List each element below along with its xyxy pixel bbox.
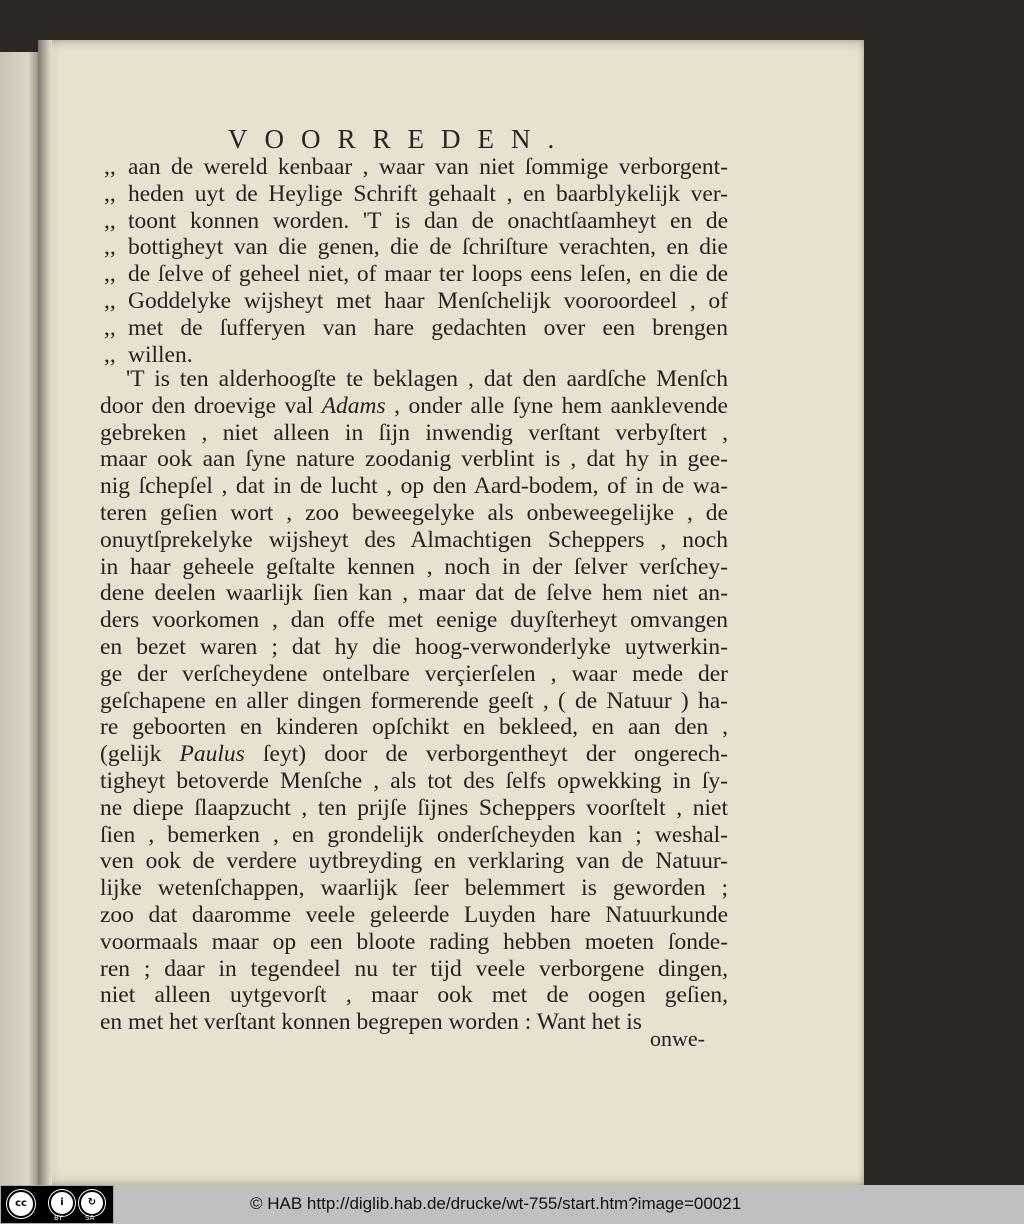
text-line <box>100 795 728 822</box>
text-segment: gebreken , niet alleen in ſijn inwendig verſtant verbyſtert , <box>100 419 728 446</box>
text-segment: voormaals maar op een bloote rading hebben moeten ſonde- <box>100 928 728 955</box>
text-line <box>100 473 728 500</box>
quote-mark: ,, <box>104 180 116 207</box>
quote-mark: ,, <box>104 261 116 288</box>
text-segment: tigheyt betoverde Menſche , als tot des ſelfs opwekking in ſy- <box>100 767 728 794</box>
body-paragraph <box>100 366 728 1036</box>
text-segment: niet alleen uytgevorſt , maar ook met de oogen geſien, <box>100 982 728 1009</box>
text-line <box>100 982 728 1009</box>
text-line <box>100 929 728 956</box>
quote-mark: ,, <box>104 314 116 341</box>
catchword: onwe- <box>650 1026 705 1051</box>
text-segment: maar ook aan ſyne nature zoodanig verblint is , dat hy in gee- <box>100 446 728 473</box>
text-line <box>100 634 728 661</box>
license-label-by: BY <box>54 1214 63 1222</box>
text-line <box>100 822 728 849</box>
text-segment: nig ſchepſel , dat in de lucht , op den Aard-bodem, of in de wa- <box>100 473 728 500</box>
text-segment: geſchapene en aller dingen formerende geeſt , ( de Natuur ) ha- <box>100 687 728 714</box>
text-segment: ven ook de verdere uytbreyding en verklaring van de Natuur- <box>100 848 728 875</box>
text-segment: heden uyt de Heylige Schrift gehaalt , en baarblykelijk ver- <box>128 180 728 207</box>
text-segment: zoo dat daaromme veele geleerde Luyden hare Natuurkunde <box>100 901 728 928</box>
text-line <box>100 688 728 715</box>
quote-mark: ,, <box>104 341 116 368</box>
text-segment: , onder alle ſyne hem aanklevende <box>385 392 728 419</box>
license-badge[interactable] <box>0 1185 114 1224</box>
text-segment: lijke wetenſchappen, waarlijk ſeer belemmert is geworden ; <box>100 875 728 902</box>
text-line <box>100 956 728 983</box>
text-line <box>100 714 728 741</box>
text-segment: de ſelve of geheel niet, of maar ter loops eens leſen, en die de <box>128 261 728 288</box>
text-line <box>104 342 728 369</box>
text-segment: dene deelen waarlijk ſien kan , maar dat de ſelve hem niet an- <box>100 580 728 607</box>
text-segment: ſien , bemerken , en grondelijk onderſcheyden kan ; weshal- <box>100 821 728 848</box>
text-line <box>100 768 728 795</box>
text-segment: met de ſufferyen van hare gedachten over een brengen <box>128 314 728 341</box>
text-segment: ſeyt) door de verborgentheyt der ongerech- <box>244 741 728 768</box>
text-line <box>100 366 728 393</box>
text-segment: ders voorkomen , dan offe met eenige duyſterheyt omvangen <box>100 607 728 634</box>
source-credit[interactable]: © HAB http://diglib.hab.de/drucke/wt-755/start.htm?image=00021 <box>250 1194 742 1213</box>
text-line <box>104 234 728 261</box>
text-segment: ne diepe ſlaapzucht , ten prijſe ſijnes Scheppers voorſtelt , niet <box>100 794 728 821</box>
quote-mark: ,, <box>104 154 116 180</box>
page-gutter <box>38 40 52 1185</box>
text-line <box>100 527 728 554</box>
text-segment: willen. <box>128 341 193 368</box>
text-line <box>100 446 728 473</box>
text-segment: teren geſien wort , zoo beweegelyke als onbeweegelijke , de <box>100 499 728 526</box>
text-segment: bottigheyt van die genen, die de ſchriſture verachten, en die <box>128 234 728 261</box>
text-segment: toont konnen worden. 'T is dan de onachtſaamheyt en de <box>128 207 728 234</box>
text-segment: Goddelyke wijsheyt met haar Menſchelijk vooroordeel , of <box>128 287 728 314</box>
text-line <box>100 661 728 688</box>
text-segment: door den droevige val <box>100 392 322 419</box>
text-line <box>100 741 728 768</box>
text-line <box>100 500 728 527</box>
text-line <box>100 848 728 875</box>
text-line <box>100 607 728 634</box>
text-segment: ren ; daar in tegendeel nu ter tijd veele verborgene dingen, <box>100 955 728 982</box>
cc-icon: cc <box>7 1190 35 1218</box>
text-segment: en met het verſtant konnen begrepen worden : Want het is <box>100 1009 642 1036</box>
quoted-passage <box>104 154 728 368</box>
text-line <box>100 902 728 929</box>
quote-mark: ,, <box>104 207 116 234</box>
attribution-icon: i <box>49 1190 75 1216</box>
italic-name: Paulus <box>179 741 245 768</box>
text-line <box>100 393 728 420</box>
text-segment: re geboorten en kinderen opſchikt en bekleed, en aan den , <box>100 714 728 741</box>
text-line <box>100 420 728 447</box>
italic-name: Adams <box>321 392 386 419</box>
text-line <box>100 554 728 581</box>
text-segment: aan de wereld kenbaar , waar van niet ſommige verborgent- <box>128 154 728 180</box>
text-line <box>104 181 728 208</box>
text-segment: in haar geheele geſtalte kennen , noch in der ſelver verſchey- <box>100 553 728 580</box>
quote-mark: ,, <box>104 287 116 314</box>
text-line <box>100 1009 728 1036</box>
text-line <box>100 580 728 607</box>
text-line <box>104 208 728 235</box>
facing-page-edge <box>0 52 40 1185</box>
running-title: VOORREDEN. <box>228 124 572 154</box>
text-segment: onuytſprekelyke wijsheyt des Almachtigen Scheppers , noch <box>100 526 728 553</box>
text-line <box>104 315 728 342</box>
text-line <box>104 261 728 288</box>
license-label-sa: SA <box>85 1214 95 1222</box>
text-segment: ge der verſcheydene ontelbare verçierſelen , waar mede der <box>100 660 728 687</box>
text-line <box>104 288 728 315</box>
text-segment: 'T is ten alderhoogſte te beklagen , dat den aardſche Menſch <box>126 366 728 392</box>
share-alike-icon: ↻ <box>79 1190 105 1216</box>
text-segment: (gelijk <box>100 741 180 768</box>
quote-mark: ,, <box>104 234 116 261</box>
text-segment: en bezet waren ; dat hy die hoog-verwonderlyke uytwerkin- <box>100 633 728 660</box>
text-line <box>104 154 728 181</box>
text-line <box>100 875 728 902</box>
